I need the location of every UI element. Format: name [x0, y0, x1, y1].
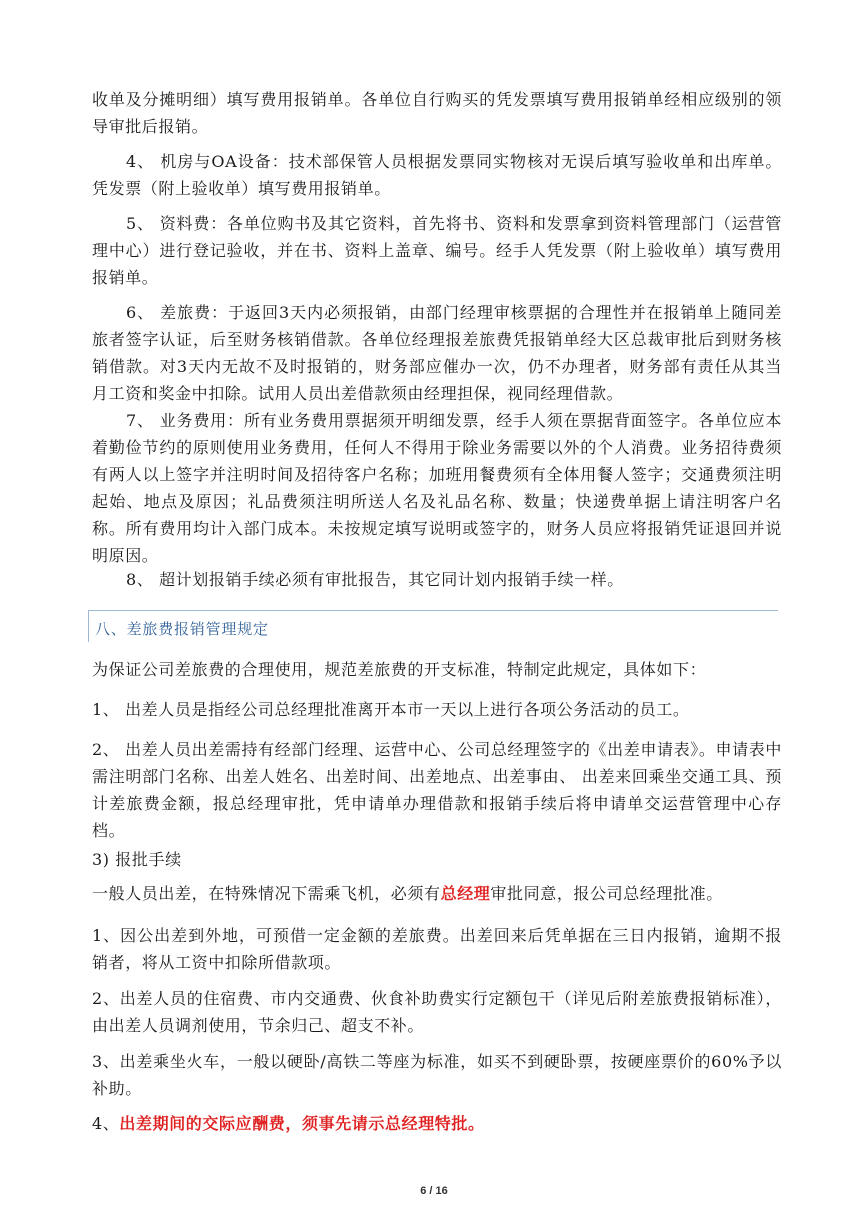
paragraph-entertainment: [92, 1110, 782, 1137]
section-heading-text: 八、差旅费报销管理规定: [95, 620, 269, 638]
paragraph-rule-2: [92, 736, 782, 844]
paragraph-text: 1、 出差人员是指经公司总经理批准离开本市一天以上进行各项公务活动的员工。: [92, 700, 690, 719]
paragraph-text: 收单及分摊明细）填写费用报销单。各单位自行购买的凭发票填写费用报销单经相应级别的领导审批后报销。: [92, 90, 782, 136]
paragraph-text: 3) 报批手续: [92, 850, 182, 869]
paragraph-lodging-allowance: [92, 985, 782, 1039]
flight-text-before: 一般人员出差，在特殊情况下需乘飞机，必须有: [92, 884, 441, 903]
paragraph-item-6: [92, 299, 782, 407]
paragraph-subheading-approval: [92, 846, 782, 873]
paragraph-text: 4、 机房与OA设备：技术部保管人员根据发票同实物核对无误后填写验收单和出库单。凭发票（附上验收单）填写费用报销单。: [92, 152, 782, 198]
page-number: 6 / 16: [420, 1185, 448, 1197]
entertainment-emphasis: 出差期间的交际应酬费，须事先请示总经理特批。: [119, 1114, 485, 1133]
paragraph-train-standard: [92, 1048, 782, 1102]
paragraph-text: 7、 业务费用：所有业务费用票据须开明细发票，经手人须在票据背面签字。各单位应本着勤俭节约的原则使用业务费用，任何人不得用于除业务需要以外的个人消费。业务招待费须有两人以上签字并注明时间及招待客户名称；加班用餐费须有全体用餐人签字；交通费须注明起始、地点及原因；礼品费须注明所送人名及礼品名称、数量；快递费单据上请注明客户名称。所有费用均计入部门成本。未按规定填写说明或签字的，财务人员应将报销凭证退回并说明原因。: [92, 411, 782, 565]
paragraph-text: 3、出差乘坐火车，一般以硬卧/高铁二等座为标准，如买不到硬卧票，按硬座票价的60%予以补助。: [92, 1052, 782, 1098]
paragraph-advance-loan: [92, 922, 782, 976]
paragraph-text: 8、 超计划报销手续必须有审批报告，其它同计划内报销手续一样。: [126, 570, 624, 589]
paragraph-item-4: [92, 148, 782, 202]
paragraph-rule-1: [92, 696, 782, 723]
paragraph-text: 1、因公出差到外地，可预借一定金额的差旅费。出差回来后凭单据在三日内报销，逾期不报销者，将从工资中扣除所借款项。: [92, 926, 782, 972]
paragraph-text: 2、出差人员的住宿费、市内交通费、伙食补助费实行定额包干（详见后附差旅费报销标准），由出差人员调剂使用，节余归己、超支不补。: [92, 989, 782, 1035]
flight-text-after: 审批同意，报公司总经理批准。: [490, 884, 723, 903]
paragraph-text: [92, 1110, 782, 1137]
paragraph-item-8: [92, 566, 782, 593]
paragraph-attachments: [92, 86, 782, 140]
paragraph-text: [92, 880, 782, 907]
paragraph-text: 6、 差旅费：于返回3天内必须报销，由部门经理审核票据的合理性并在报销单上随同差旅者签字认证，后至财务核销借款。各单位经理报差旅费凭报销单经大区总裁审批后到财务核销借款。对3天内无故不及时报销的，财务部应催办一次，仍不办理者，财务部有责任从其当月工资和奖金中扣除。试用人员出差借款须由经理担保，视同经理借款。: [92, 303, 782, 403]
paragraph-flight-approval: [92, 880, 782, 907]
paragraph-item-5: [92, 210, 782, 291]
paragraph-item-7: [92, 407, 782, 569]
section-heading: [88, 610, 778, 642]
flight-text-emphasis: 总经理: [440, 884, 491, 903]
entertainment-prefix: 4、: [92, 1114, 120, 1133]
paragraph-text: 2、 出差人员出差需持有经部门经理、运营中心、公司总经理签字的《出差申请表》。申请表中需注明部门名称、出差人姓名、出差时间、出差地点、出差事由、 出差来回乘坐交通工具、预计差旅费金额，报总经理审批，凭申请单办理借款和报销手续后将申请单交运营管理中心存档。: [92, 740, 782, 840]
paragraph-intro: [92, 656, 782, 683]
paragraph-text: 为保证公司差旅费的合理使用，规范差旅费的开支标准，特制定此规定，具体如下：: [92, 660, 707, 679]
paragraph-text: 5、 资料费：各单位购书及其它资料，首先将书、资料和发票拿到资料管理部门（运营管理中心）进行登记验收，并在书、资料上盖章、编号。经手人凭发票（附上验收单）填写费用报销单。: [92, 214, 782, 287]
